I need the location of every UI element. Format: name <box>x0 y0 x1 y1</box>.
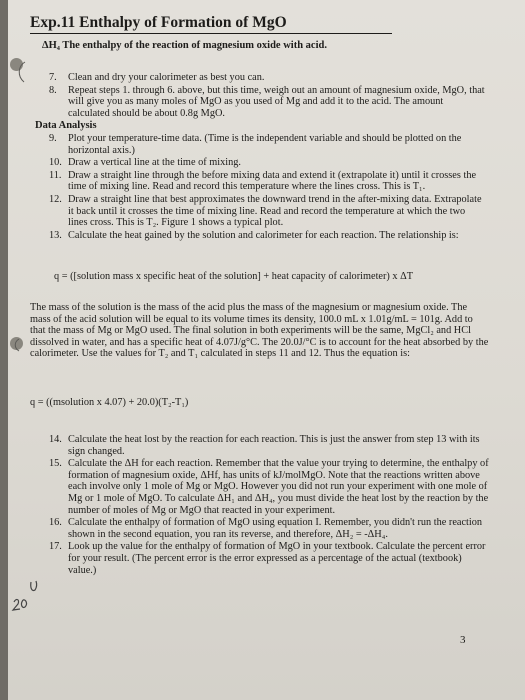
page-number: 3 <box>460 634 466 646</box>
pencil-mark-icon <box>14 60 28 84</box>
list-item: 12. Draw a straight line that best approximates the downward trend in the after-mixing data. Extrapolate it back until it crosses the time of mixing line. Read and record the temperature at which the two lines cross. This is T₂. Figure 1 shows a typical plot. <box>49 193 482 229</box>
document-page <box>8 0 525 700</box>
handwritten-doodle-icon <box>8 578 46 618</box>
calculation-steps <box>49 434 489 577</box>
explanation-paragraph: The mass of the solution is the mass of the acid plus the mass of the magnesium or magnesium oxide. The mass of the acid solution will be equal to its volume times its density, 100.0 mL x 1.01g/mL = 101g. Add to that the mass of Mg or MgO used. The final solution in both experiments will be the same, MgCl₂ and HCl dissolved in water, and has a specific heat of 4.07J/g°C. The 20.0J/°C is to account for the heat absorbed by the calorimeter. Use the values for T₂ and T₁ calculated in steps 11 and 12. Thus the equation is: <box>30 302 489 360</box>
list-item: 15. Calculate the ΔH for each reaction. Remember that the value your trying to determine, the enthalpy of formation of magnesium oxide, ΔHf, has units of kJ/molMgO. Note that the reactions written above each involve only 1 mole of Mg or MgO. However you did not run your experiment with one mole of Mg or 1 mole of MgO. To calculate ΔH₁ and ΔH₄, you must divide the heat lost by the reaction by the number of moles of Mg or MgO that reacted in your experiment. <box>49 458 489 516</box>
heat-equation: q = ([solution mass x specific heat of the solution] + heat capacity of calorimeter) x ΔT <box>54 271 414 282</box>
list-item: 14. Calculate the heat lost by the reaction for each reaction. This is just the answer from step 13 with its sign changed. <box>49 434 480 457</box>
pencil-mark-icon <box>10 338 22 352</box>
list-item: 13. Calculate the heat gained by the solution and calorimeter for each reaction. The relationship is: <box>49 229 459 241</box>
list-item: 7. Clean and dry your calorimeter as best you can. <box>49 72 265 83</box>
procedure-steps <box>35 72 487 242</box>
data-analysis-heading: Data Analysis <box>35 120 97 132</box>
list-item: 17. Look up the value for the enthalpy of formation of MgO in your textbook. Calculate the percent error for your result. (The percent error is the error expressed as a percentage of the actual (textbook) value.) <box>49 541 486 576</box>
page-title: Exp.11 Enthalpy of Formation of MgO <box>30 14 392 34</box>
heat-equation-2: q = ((msolution x 4.07) + 20.0)(T₂-T₁) <box>30 397 189 408</box>
list-item: 16. Calculate the enthalpy of formation of MgO using equation I. Remember, you didn't run the reaction shown in the second equation, you ran its reverse, and therefore, ΔH₂ = -ΔH₄. <box>49 517 483 540</box>
section-subtitle: ΔH₄ The enthalpy of the reaction of magnesium oxide with acid. <box>42 40 327 51</box>
list-item: 9. Plot your temperature-time data. (Time is the independent variable and should be plotted on the horizontal axis.) <box>49 132 462 156</box>
list-item: 11. Draw a straight line through the before mixing data and extend it (extrapolate it) until it crosses the time of mixing line. Read and record this temperature where the lines cross. This is T₁. <box>49 169 477 193</box>
list-item: 10. Draw a vertical line at the time of mixing. <box>49 157 241 169</box>
list-item: 8. Repeat steps 1. through 6. above, but this time, weigh out an amount of magnesium oxide, MgO, that will give you as many moles of MgO as you used of Mg and add it to the acid. The amount calculated should be about 0.8g MgO. <box>49 84 485 119</box>
